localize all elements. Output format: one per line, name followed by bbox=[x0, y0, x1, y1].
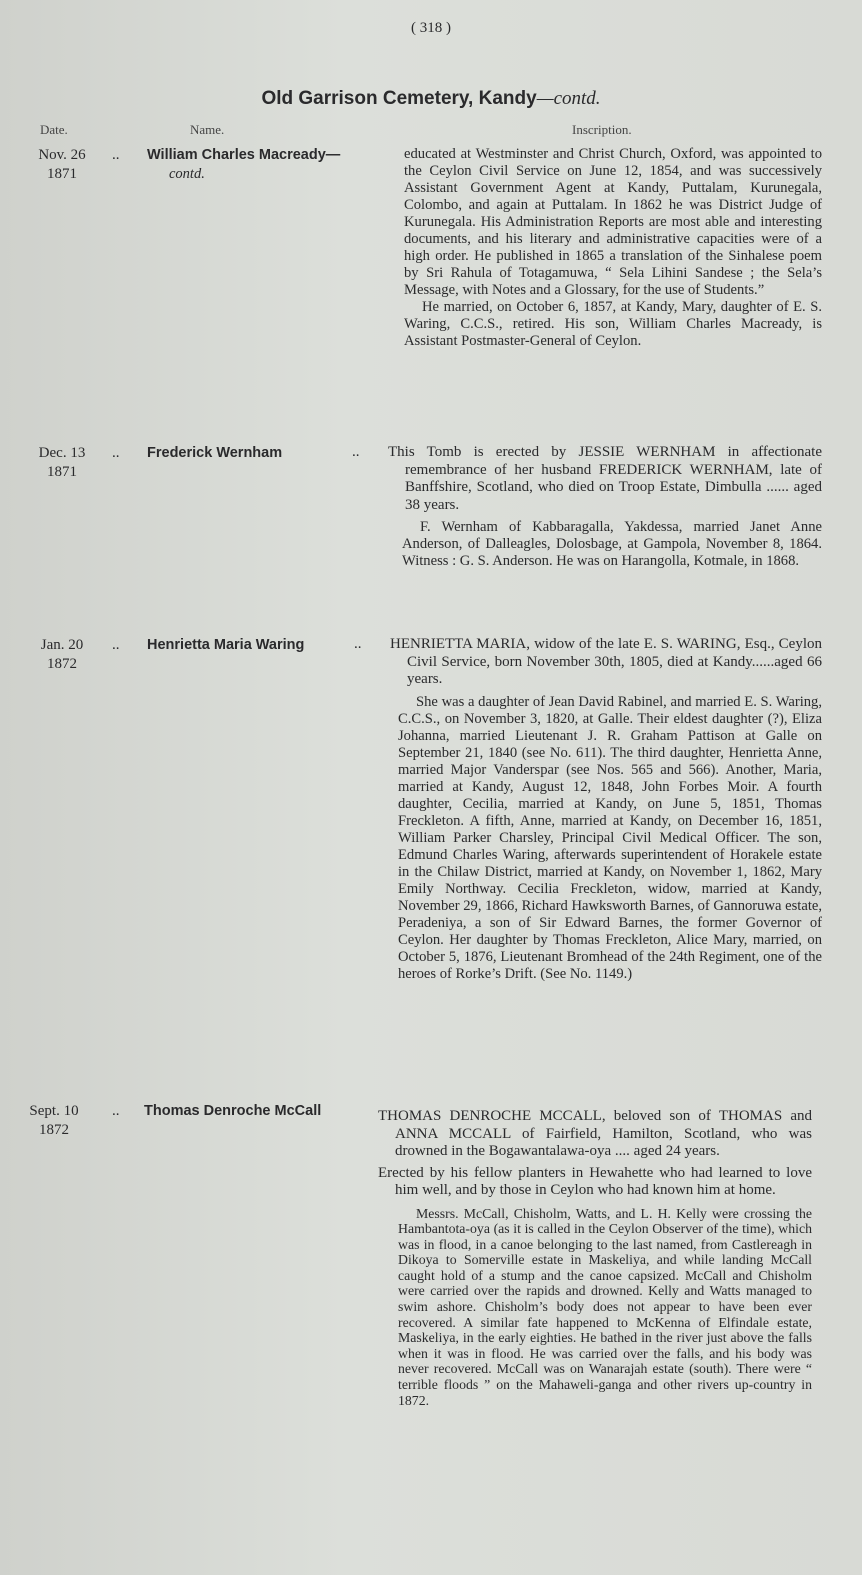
title-main: Old Garrison Cemetery, Kandy bbox=[261, 88, 537, 109]
entry-name: Thomas Denroche McCall bbox=[144, 1103, 322, 1119]
date-header: Date. bbox=[40, 122, 68, 137]
entry-name: Frederick Wernham bbox=[147, 445, 283, 461]
entry-name: Henrietta Maria Waring bbox=[147, 637, 305, 653]
leader-dots: .. bbox=[112, 637, 120, 653]
entry-inscription bbox=[378, 1108, 812, 1408]
entry-date: Sept. 10 1872 bbox=[29, 1103, 79, 1138]
page-title bbox=[0, 88, 862, 110]
name-contd: contd. bbox=[169, 166, 205, 182]
leader-dots: .. bbox=[112, 147, 120, 163]
title-contd: —contd. bbox=[536, 88, 601, 109]
name-header: Name. bbox=[190, 122, 225, 137]
entry-date: Nov. 26 1871 bbox=[38, 147, 86, 182]
entry-inscription bbox=[404, 146, 822, 350]
inscription-paragraph: He married, on October 6, 1857, at Kandy, Mary, daughter of E. S. Waring, C.C.S., retired. His son, William Charles Macready, is Assistant Postmaster-General of Ceylon. bbox=[404, 299, 822, 349]
entry-name: William Charles Macready— contd. bbox=[147, 146, 387, 184]
inscription-header: Inscription. bbox=[572, 122, 632, 137]
entry-date: Dec. 13 1871 bbox=[38, 445, 86, 480]
page-number: ( 318 ) bbox=[411, 20, 451, 36]
name-leader-dots: .. bbox=[352, 444, 360, 460]
name-leader-dots: .. bbox=[354, 636, 362, 652]
entry-inscription bbox=[390, 636, 822, 983]
inscription-paragraph: She was a daughter of Jean David Rabinel, and married E. S. Waring, C.C.S., on November 3, 1820, at Galle. Their eldest daughter (?), Eliza Johanna, married Lieutenant J. R. Graham Pattison at Galle on September 21, 1840 (see No. 611). The third daughter, Henrietta Anne, married Major Vanderspar (see Nos. 565 and 566). Another, Maria, married at Kandy, August 12, 1848, John Forbes Moir. A fourth daughter, Cecilia, married at Kandy, on June 5, 1851, Thomas Freckleton. A fifth, Anne, married at Kandy, on December 16, 1851, William Parker Charsley, Principal Civil Medical Officer. The son, Edmund Charles Waring, afterwards superintendent of Horakele estate in the Chilaw District, married at Kandy, on November 1, 1862, Mary Emily Northway. Cecilia Freckleton, widow, married at Kandy, November 29, 1866, Richard Hawksworth Barnes, of Gannoruwa estate, Peradeniya, a son of Sir Edward Barnes, the former Governor of Ceylon. Her daughter by Thomas Freckleton, Alice Mary, married, on October 5, 1876, Lieutenant Bromhead of the 24th Regiment, one of the heroes of Rorke’s Drift. (See No. 1149.) bbox=[398, 693, 822, 982]
inscription-paragraph: HENRIETTA MARIA, widow of the late E. S. WARING, Esq., Ceylon Civil Service, born November 30th, 1805, died at Kandy......aged 66 years. bbox=[390, 636, 822, 687]
inscription-paragraph: educated at Westminster and Christ Church, Oxford, was appointed to the Ceylon Civil Service on June 12, 1854, and was successively Assistant Government Agent at Kandy, Puttalam, Kurunegala, Colombo, and again at Puttalam. In 1862 he was District Judge of Kurunegala. His Administration Reports are most able and interesting documents, and his literary and administrative capacities were of a high order. He published in 1865 a translation of the Sinhalese poem by Sri Rahula of Totagamuwa, “ Sela Lihini Sandese ; the Sela’s Message, with Notes and a Glossary, for the use of Students.” bbox=[404, 146, 822, 298]
inscription-paragraph: THOMAS DENROCHE MCCALL, beloved son of THOMAS and ANNA MCCALL of Fairfield, Hamilton, Scotland, who was drowned in the Bogawantalawa-oya .... aged 24 years. bbox=[378, 1108, 812, 1159]
inscription-paragraph: Erected by his fellow planters in Hewahette who had learned to love him well, and by those in Ceylon who had known him at home. bbox=[378, 1164, 812, 1198]
leader-dots: .. bbox=[112, 1103, 120, 1119]
leader-dots: .. bbox=[112, 445, 120, 461]
inscription-paragraph: This Tomb is erected by JESSIE WERNHAM in affectionate remembrance of her husband FREDERICK WERNHAM, late of Banffshire, Scotland, who died on Troop Estate, Dimbulla ...... aged 38 years. bbox=[388, 444, 822, 513]
entry-inscription bbox=[388, 444, 822, 570]
inscription-paragraph: Messrs. McCall, Chisholm, Watts, and L. H. Kelly were crossing the Hambantota-oya (as it is called in the Ceylon Observer of the time), which was in flood, in a canoe belonging to the last named, from Castlereagh in Dikoya to Somerville estate in Maskeliya, and while landing McCall caught hold of a stump and the canoe capsized. McCall and Chisholm were carried over the rapids and drowned. Kelly and Watts managed to swim ashore. Chisholm’s body does not appear to have been ever recovered. A similar fate happened to McKenna of Elfindale estate, Maskeliya, in the early eighties. He bathed in the river just above the falls when it was in flood. He was carried over the falls, and his body was never recovered. McCall was on Wanarajah estate (south). There were “ terrible floods ” on the Mahaweli-ganga and other rivers up-country in 1872. bbox=[398, 1205, 812, 1408]
inscription-paragraph: F. Wernham of Kabbaragalla, Yakdessa, married Janet Anne Anderson, of Dalleagles, Dolosbage, at Gampola, November 8, 1864. Witness : G. S. Anderson. He was on Harangolla, Kotmale, in 1868. bbox=[402, 519, 822, 569]
entry-date: Jan. 20 1872 bbox=[40, 637, 84, 672]
